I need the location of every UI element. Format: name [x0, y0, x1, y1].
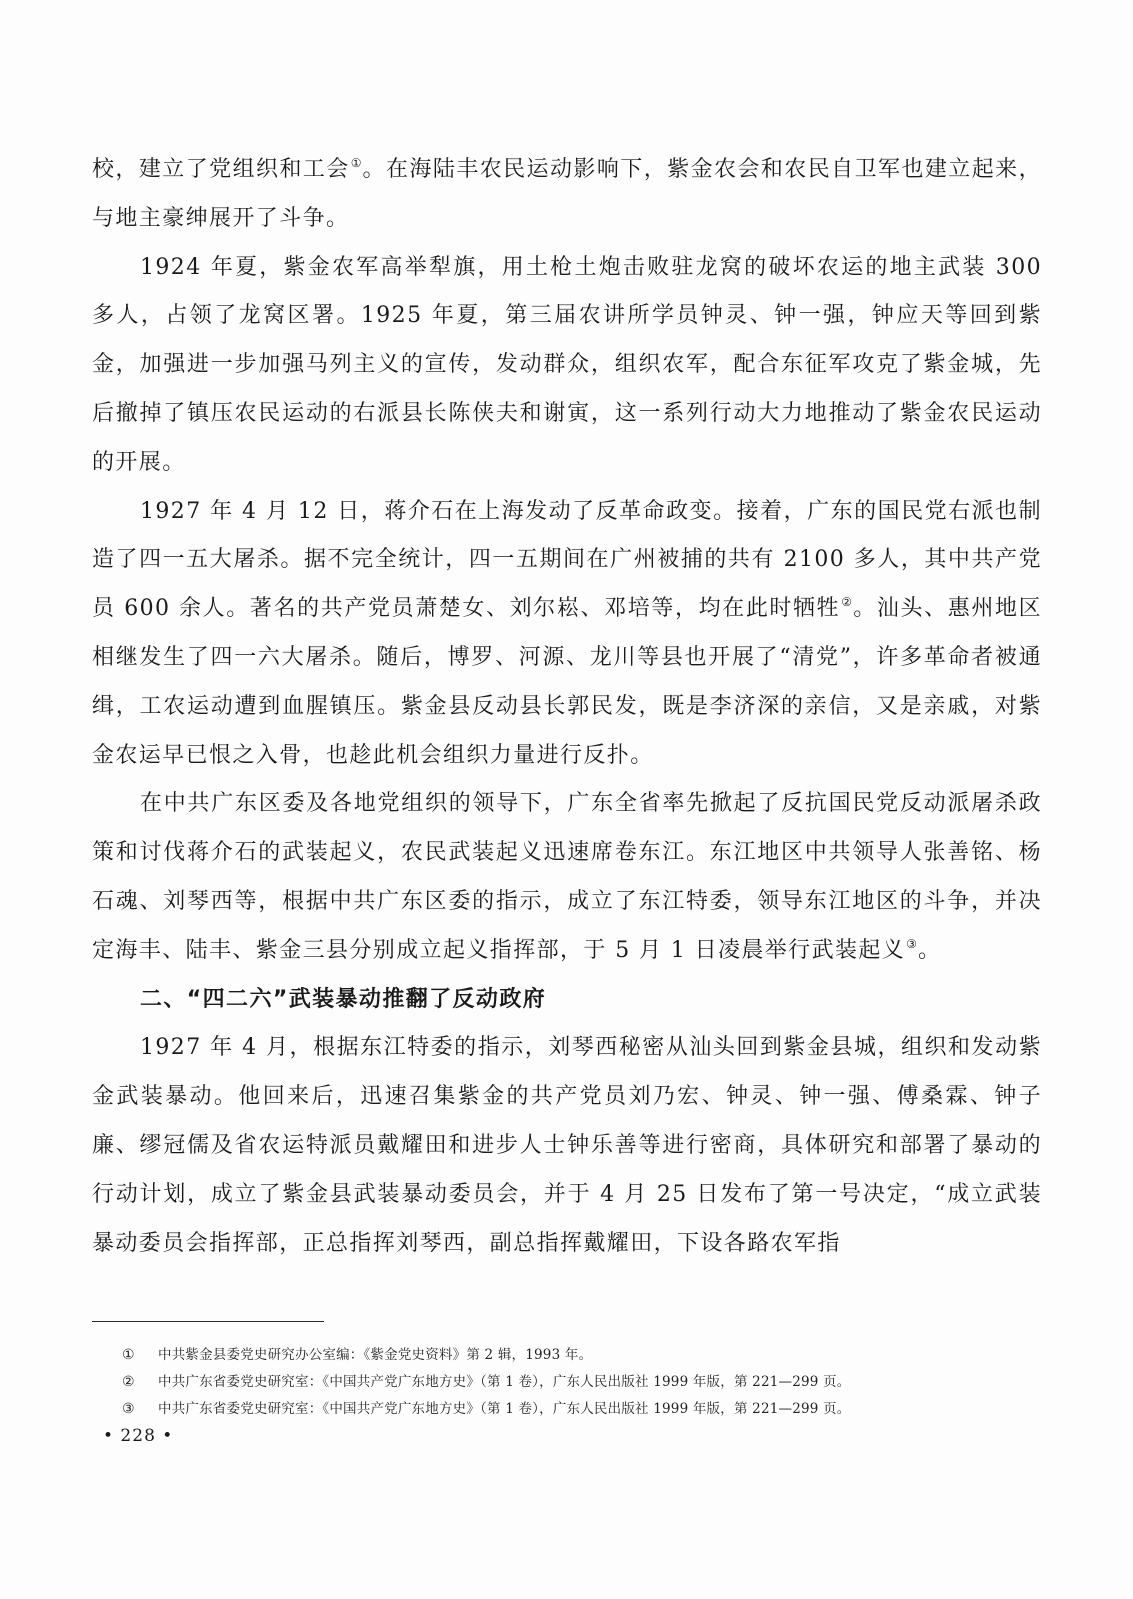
paragraph-text-after: 。汕头、惠州地区相继发生了四一六大屠杀。随后，博罗、河源、龙川等县也开展了“清党”，许多革命者被通缉，工农运动遭到血腥镇压。紫金县反动县长郭民发，既是李济深的亲信，又是亲戚，对紫金农运早已恨之入骨，也趁此机会组织力量进行反扑。: [92, 596, 1042, 768]
footnote-text: 中共广东省委党史研究室：《中国共产党广东地方史》（第 1 卷），广东人民出版社 1999 年版，第 221—299 页。: [158, 1401, 851, 1417]
footnote-text: 中共广东省委党史研究室：《中国共产党广东地方史》（第 1 卷），广东人民出版社 1999 年版，第 221—299 页。: [158, 1374, 851, 1390]
footnote-ref-3: ③: [906, 936, 917, 951]
footnotes: [122, 1342, 1022, 1423]
paragraph-text-after: 。在海陆丰农民运动影响下，紫金农会和农民自卫军也建立起来，与地主豪绅展开了斗争。: [92, 157, 1043, 231]
footnote-ref-2: ②: [841, 595, 853, 610]
paragraph-4: [92, 780, 1042, 975]
footnote-divider: [92, 1321, 324, 1322]
footnote-ref-1: ①: [350, 156, 362, 170]
paragraph-text: 在中共广东区委及各地党组织的领导下，广东全省率先掀起了反抗国民党反动派屠杀政策和讨伐蒋介石的武装起义，农民武装起义迅速席卷东江。东江地区中共领导人张善铭、杨石魂、刘琴西等，根据中共广东区委的指示，成立了东江特委，领导东江地区的斗争，并决定海丰、陆丰、紫金三县分别成立起义指挥部，于 5 月 1 日凌晨举行武装起义: [92, 791, 1042, 963]
footnote-mark: ③: [122, 1401, 135, 1417]
footnote-3: [122, 1396, 1022, 1423]
paragraph-1: [92, 146, 1042, 244]
footnote-mark: ②: [122, 1374, 135, 1390]
paragraph-text: 校，建立了党组织和工会: [92, 157, 350, 182]
paragraph-3: [92, 488, 1042, 781]
footnote-mark: ①: [122, 1347, 135, 1363]
paragraph-text-after: 。: [917, 937, 942, 963]
paragraph-text: 1927 年 4 月 12 日，蒋介石在上海发动了反革命政变。接着，广东的国民党右派也制造了四一五大屠杀。据不完全统计，四一五期间在广州被捕的共有 2100 多人，其中共产党员 600 余人。著名的共产党员萧楚女、刘尔崧、邓培等，均在此时牺牲: [92, 498, 1042, 622]
footnote-text: 中共紫金县委党史研究办公室编：《紫金党史资料》第 2 辑，1993 年。: [158, 1347, 593, 1363]
paragraph-2: [92, 244, 1042, 488]
paragraph-5: [92, 1024, 1042, 1268]
paragraph-text: 1927 年 4 月，根据东江特委的指示，刘琴西秘密从汕头回到紫金县城，组织和发动紫金武装暴动。他回来后，迅速召集紫金的共产党员刘乃宏、钟灵、钟一强、傅桑霖、钟子廉、缪冠儒及省农运特派员戴耀田和进步人士钟乐善等进行密商，具体研究和部署了暴动的行动计划，成立了紫金县武装暴动委员会，并于 4 月 25 日发布了第一号决定，“成立武装暴动委员会指挥部，正总指挥刘琴西，副总指挥戴耀田，下设各路农军指: [92, 1035, 1042, 1256]
section-heading: 二、“四二六”武装暴动推翻了反动政府: [140, 986, 547, 1012]
paragraph-text: 1924 年夏，紫金农军高举犁旗，用土枪土炮击败驻龙窝的破坏农运的地主武装 300 多人，占领了龙窝区署。1925 年夏，第三届农讲所学员钟灵、钟一强，钟应天等回到紫金，加强进一步加强马列主义的宣传，发动群众，组织农军，配合东征军攻克了紫金城，先后撤掉了镇压农民运动的右派县长陈侠夫和谢寅，这一系列行动大力地推动了紫金农民运动的开展。: [92, 254, 1042, 475]
main-text: [92, 146, 1042, 1268]
footnote-1: [122, 1342, 1022, 1369]
footnote-2: [122, 1369, 1022, 1396]
page-number: • 228 •: [103, 1426, 174, 1446]
